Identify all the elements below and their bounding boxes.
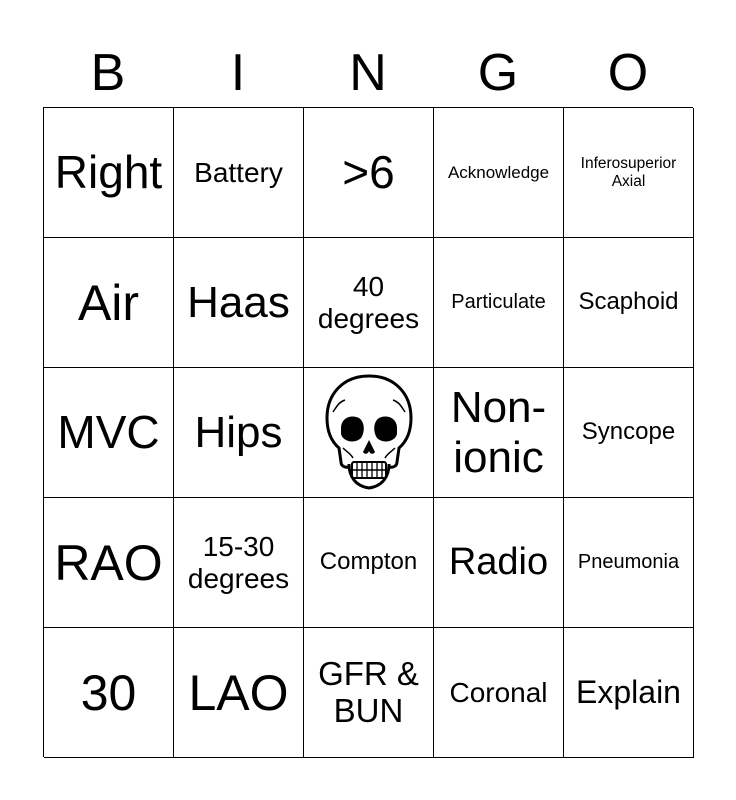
cell-label: Particulate <box>451 291 546 314</box>
cell-label: GFR & BUN <box>318 654 419 729</box>
header-letter-i: I <box>230 44 246 102</box>
bingo-cell[interactable] <box>564 238 694 368</box>
cell-label: Acknowledge <box>447 162 550 182</box>
cell-label: Explain <box>576 673 681 710</box>
bingo-cell[interactable] <box>434 368 564 498</box>
bingo-cell[interactable] <box>174 498 304 628</box>
cell-label: 15-30 degrees <box>187 531 290 594</box>
header-letter-o: O <box>607 44 649 102</box>
bingo-cell[interactable] <box>434 108 564 238</box>
cell-label: Hips <box>194 407 283 457</box>
bingo-cell[interactable] <box>434 628 564 758</box>
cell-label: Compton <box>319 548 418 576</box>
skull-icon <box>323 372 415 494</box>
bingo-cell[interactable] <box>564 498 694 628</box>
bingo-board <box>43 107 693 757</box>
cell-label: Pneumonia <box>577 551 680 574</box>
bingo-cell[interactable] <box>174 628 304 758</box>
cell-label: Syncope <box>581 418 676 446</box>
bingo-cell[interactable] <box>564 108 694 238</box>
cell-label: Non-ionic <box>450 383 547 482</box>
header-letter-b: B <box>90 44 126 102</box>
free-space[interactable] <box>304 368 434 498</box>
bingo-cell[interactable] <box>174 108 304 238</box>
bingo-cell[interactable] <box>174 238 304 368</box>
cell-label: Air <box>77 274 140 331</box>
cell-label: Battery <box>194 156 283 188</box>
cell-label: Coronal <box>449 676 548 708</box>
cell-label: Radio <box>448 541 549 584</box>
cell-label: MVC <box>57 405 160 458</box>
cell-label: RAO <box>54 534 163 591</box>
cell-label: LAO <box>188 664 289 721</box>
bingo-cell[interactable] <box>434 498 564 628</box>
bingo-cell[interactable] <box>564 628 694 758</box>
bingo-cell[interactable] <box>44 628 174 758</box>
bingo-cell[interactable] <box>434 238 564 368</box>
cell-label: 40 degrees <box>317 271 420 334</box>
bingo-cell[interactable] <box>174 368 304 498</box>
bingo-cell[interactable] <box>564 368 694 498</box>
cell-label: Inferosuperior Axial <box>580 155 677 190</box>
header-letter-g: G <box>477 44 519 102</box>
bingo-cell[interactable] <box>44 108 174 238</box>
bingo-cell[interactable] <box>304 498 434 628</box>
bingo-cell[interactable] <box>44 498 174 628</box>
bingo-header <box>43 38 693 108</box>
cell-label: Haas <box>187 277 290 327</box>
bingo-cell[interactable] <box>304 238 434 368</box>
header-letter-n: N <box>349 44 387 102</box>
cell-label: Right <box>54 145 163 198</box>
cell-label: 30 <box>80 664 137 721</box>
cell-label: >6 <box>342 145 395 198</box>
bingo-cell[interactable] <box>304 628 434 758</box>
bingo-cell[interactable] <box>304 108 434 238</box>
bingo-cell[interactable] <box>44 238 174 368</box>
bingo-cell[interactable] <box>44 368 174 498</box>
cell-label: Scaphoid <box>578 288 679 316</box>
